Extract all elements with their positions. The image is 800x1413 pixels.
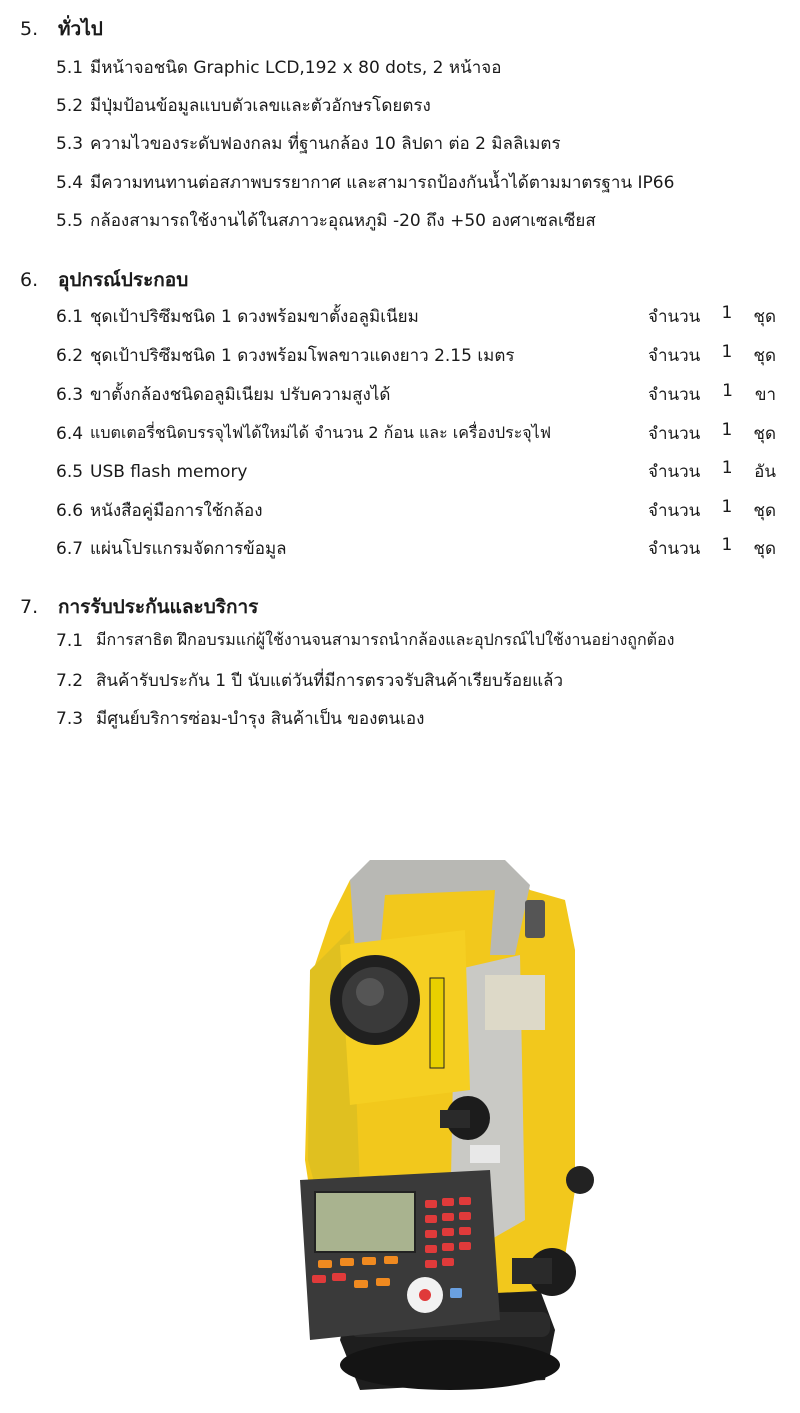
- item-number: 6.2: [56, 345, 84, 366]
- item-number: 7.1: [56, 630, 84, 651]
- item-number: 6.5: [56, 461, 84, 482]
- item-quantity: [648, 458, 776, 485]
- list-item: [56, 705, 776, 732]
- item-text: ชุดเป้าปริซึมชนิด 1 ดวงพร้อมโพลขาวแดงยาว 2.15 เมตร: [90, 346, 515, 366]
- qty-unit: ชุด: [753, 346, 776, 366]
- item-text: มีการสาธิต ฝึกอบรมแก่ผู้ใช้งานจนสามารถนำกล้องและอุปกรณ์ไปใช้งานอย่างถูกต้อง: [96, 630, 675, 649]
- qty-unit: ชุด: [753, 307, 776, 327]
- item-text: มีหน้าจอชนิด Graphic LCD,192 x 80 dots, 2 หน้าจอ: [90, 58, 502, 78]
- item-text: ขาตั้งกล้องชนิดอลูมิเนียม ปรับความสูงได้: [90, 385, 391, 405]
- item-quantity: [648, 420, 776, 447]
- list-item: [56, 497, 776, 524]
- item-number: 5.5: [56, 210, 84, 231]
- list-item: [56, 667, 776, 694]
- section-6-heading: [20, 265, 188, 295]
- item-text: มีศูนย์บริการซ่อม-บำรุง สินค้าเป็น ของตนเอง: [96, 709, 425, 729]
- item-quantity: [648, 535, 776, 562]
- item-text: แผ่นโปรแกรมจัดการข้อมูล: [90, 539, 287, 559]
- list-item: [56, 535, 776, 562]
- qty-unit: ขา: [754, 385, 776, 405]
- list-item: [56, 381, 776, 408]
- item-number: 5.4: [56, 172, 84, 193]
- list-item: [56, 54, 776, 81]
- item-quantity: [648, 342, 776, 369]
- qty-value: 1: [721, 535, 733, 555]
- item-number: 6.7: [56, 538, 84, 559]
- item-number: 6.6: [56, 500, 84, 521]
- item-quantity: [648, 381, 776, 408]
- item-number: 5.1: [56, 57, 84, 78]
- qty-value: 1: [721, 458, 733, 478]
- list-item: [56, 458, 776, 485]
- qty-unit: ชุด: [753, 539, 776, 559]
- section-number: 6.: [20, 269, 39, 291]
- item-number: 5.2: [56, 95, 84, 116]
- item-text: กล้องสามารถใช้งานได้ในสภาวะอุณหภูมิ -20 ถึง +50 องศาเซลเซียส: [90, 211, 596, 231]
- item-text: แบตเตอรี่ชนิดบรรจุไฟได้ใหม่ได้ จำนวน 2 ก้อน และ เครื่องประจุไฟ: [90, 423, 552, 442]
- list-item: [56, 628, 776, 653]
- qty-label: จำนวน: [648, 462, 701, 482]
- section-number: 5.: [20, 18, 39, 40]
- item-number: 7.3: [56, 708, 84, 729]
- list-item: [56, 207, 776, 234]
- item-number: 6.1: [56, 306, 84, 327]
- qty-label: จำนวน: [648, 501, 701, 521]
- item-text: สินค้ารับประกัน 1 ปี นับแต่วันที่มีการตรวจรับสินค้าเรียบร้อยแล้ว: [96, 671, 564, 691]
- qty-value: 1: [721, 497, 733, 517]
- section-5-heading: [20, 14, 103, 44]
- qty-value: 1: [721, 420, 733, 440]
- item-quantity: [648, 303, 776, 330]
- section-title: อุปกรณ์ประกอบ: [58, 269, 189, 291]
- item-number: 6.4: [56, 423, 84, 444]
- list-item: [56, 342, 776, 369]
- list-item: [56, 169, 776, 196]
- qty-value: 1: [721, 303, 733, 323]
- qty-value: 1: [722, 381, 733, 401]
- item-text: USB flash memory: [90, 461, 248, 482]
- qty-value: 1: [721, 342, 733, 362]
- list-item: [56, 130, 776, 157]
- total-station-image: [290, 860, 610, 1400]
- item-text: มีความทนทานต่อสภาพบรรยากาศ และสามารถป้องกันน้ำได้ตามมาตรฐาน IP66: [90, 173, 675, 193]
- qty-label: จำนวน: [648, 346, 701, 366]
- qty-label: จำนวน: [648, 424, 701, 444]
- item-text: หนังสือคู่มือการใช้กล้อง: [90, 501, 263, 521]
- qty-label: จำนวน: [648, 307, 701, 327]
- section-title: ทั่วไป: [58, 18, 103, 40]
- item-text: ชุดเป้าปริซึมชนิด 1 ดวงพร้อมขาตั้งอลูมิเนียม: [90, 307, 419, 327]
- item-text: ความไวของระดับฟองกลม ที่ฐานกล้อง 10 ลิปดา ต่อ 2 มิลลิเมตร: [90, 134, 561, 154]
- list-item: [56, 420, 776, 447]
- item-number: 7.2: [56, 670, 84, 691]
- item-number: 5.3: [56, 133, 84, 154]
- section-number: 7.: [20, 596, 39, 618]
- qty-label: จำนวน: [648, 385, 701, 405]
- item-text: มีปุ่มป้อนข้อมูลแบบตัวเลขและตัวอักษรโดยตรง: [90, 96, 431, 116]
- item-quantity: [648, 497, 776, 524]
- item-number: 6.3: [56, 384, 84, 405]
- section-7-heading: [20, 592, 258, 622]
- qty-unit: ชุด: [753, 424, 776, 444]
- qty-unit: ชุด: [753, 501, 776, 521]
- section-title: การรับประกันและบริการ: [58, 596, 259, 618]
- qty-label: จำนวน: [648, 539, 701, 559]
- list-item: [56, 92, 776, 119]
- list-item: [56, 303, 776, 330]
- qty-unit: อัน: [754, 462, 776, 482]
